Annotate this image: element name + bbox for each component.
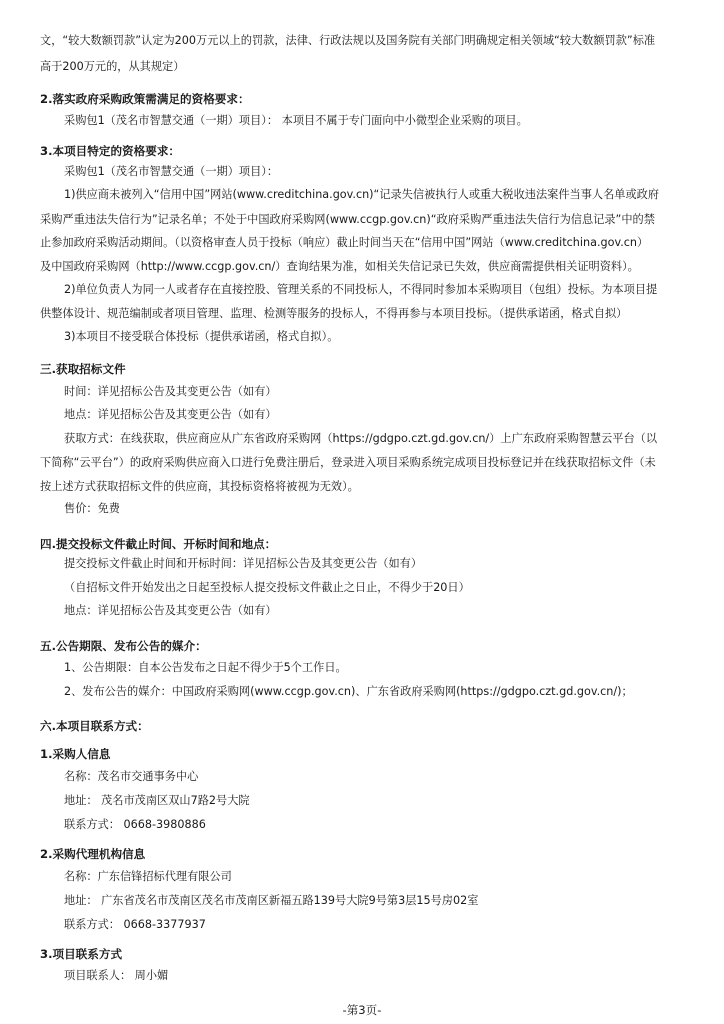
text-line: 高于200万元的，从其规定） [40, 60, 185, 73]
section-heading: 2.落实政府采购政策需满足的资格要求： [40, 92, 250, 106]
project-contact: 项目联系人： 周小媚 [64, 969, 169, 982]
section-heading: 三.获取招标文件 [40, 362, 126, 376]
text-line: 时间：详见招标公告及其变更公告（如有） [64, 385, 277, 398]
text-line: 2、发布公告的媒介：中国政府采购网(www.ccgp.gov.cn)、广东省政府采购网(https://gdgpo.czt.gd.gov.cn/)； [64, 685, 633, 698]
text-line: 文，“较大数额罚款”认定为200万元以上的罚款，法律、行政法规以及国务院有关部门明确规定相关领域“较大数额罚款”标准 [40, 34, 656, 47]
subsection-heading: 3.项目联系方式 [40, 947, 123, 961]
text-line: 2)单位负责人为同一人或者存在直接控股、管理关系的不同投标人，不得同时参加本采购项目（包组）投标。为本项目提 [64, 283, 658, 296]
contact-address: 地址： 茂名市茂南区双山7路2号大院 [64, 794, 250, 807]
text-line: 采购包1（茂名市智慧交通（一期）项目）： [64, 165, 279, 178]
text-line: 下简称“云平台”）的政府采购供应商入口进行免费注册后，登录进入项目采购系统完成项目投标登记并在线获取招标文件（未 [40, 456, 656, 469]
subsection-heading: 2.采购代理机构信息 [40, 847, 146, 861]
contact-address: 地址： 广东省茂名市茂南区茂名市茂南区新福五路139号大院9号第3层15号房02室 [64, 894, 479, 907]
contact-phone: 联系方式： 0668-3980886 [64, 818, 206, 831]
text-line: 及中国政府采购网（http://www.ccgp.gov.cn/）查询结果为准，如相关失信记录已失效，供应商需提供相关证明资料）。 [40, 260, 639, 273]
text-line: （自招标文件开始发出之日起至投标人提交投标文件截止之日止，不得少于20日） [64, 581, 470, 594]
text-line: 获取方式：在线获取，供应商应从广东省政府采购网（https://gdgpo.czt.gd.gov.cn/）上广东政府采购智慧云平台（以 [64, 432, 658, 445]
text-line: 按上述方式获取招标文件的供应商，其投标资格将被视为无效）。 [40, 480, 359, 493]
text-line: 止参加政府采购活动期间。（以资格审查人员于投标（响应）截止时间当天在“信用中国”网站（www.creditchina.gov.cn） [40, 236, 649, 249]
section-heading: 四.提交投标文件截止时间、开标时间和地点： [40, 537, 277, 551]
text-line: 提交投标文件截止时间和开标时间：详见招标公告及其变更公告（如有） [64, 557, 423, 570]
text-line: 1)供应商未被列入“信用中国”网站(www.creditchina.gov.cn)“记录失信被执行人或重大税收违法案件当事人名单或政府 [64, 188, 660, 201]
contact-name: 名称：广东信锋招标代理有限公司 [64, 870, 232, 883]
text-line: 地点：详见招标公告及其变更公告（如有） [64, 408, 277, 421]
text-line: 售价：免费 [64, 502, 120, 515]
text-line: 3)本项目不接受联合体投标（提供承诺函，格式自拟）。 [64, 330, 339, 343]
text-line: 采购严重违法失信行为”记录名单；不处于中国政府采购网(www.ccgp.gov.cn)“政府采购严重违法失信行为信息记录”中的禁 [40, 213, 655, 226]
section-heading: 六.本项目联系方式： [40, 719, 149, 733]
contact-name: 名称：茂名市交通事务中心 [64, 770, 199, 783]
text-line: 地点：详见招标公告及其变更公告（如有） [64, 604, 277, 617]
page-number: -第3页- [342, 1003, 382, 1017]
text-line: 1、公告期限：自本公告发布之日起不得少于5个工作日。 [64, 661, 347, 674]
contact-phone: 联系方式： 0668-3377937 [64, 918, 206, 931]
text-line: 采购包1（茂名市智慧交通（一期）项目）： 本项目不属于专门面向中小微型企业采购的项目。 [64, 114, 528, 127]
section-heading: 五.公告期限、发布公告的媒介： [40, 639, 207, 653]
text-line: 供整体设计、规范编制或者项目管理、监理、检测等服务的投标人，不得再参与本项目投标。（提供承诺函，格式自拟） [40, 307, 628, 320]
section-heading: 3.本项目特定的资格要求： [40, 144, 181, 158]
subsection-heading: 1.采购人信息 [40, 747, 111, 761]
